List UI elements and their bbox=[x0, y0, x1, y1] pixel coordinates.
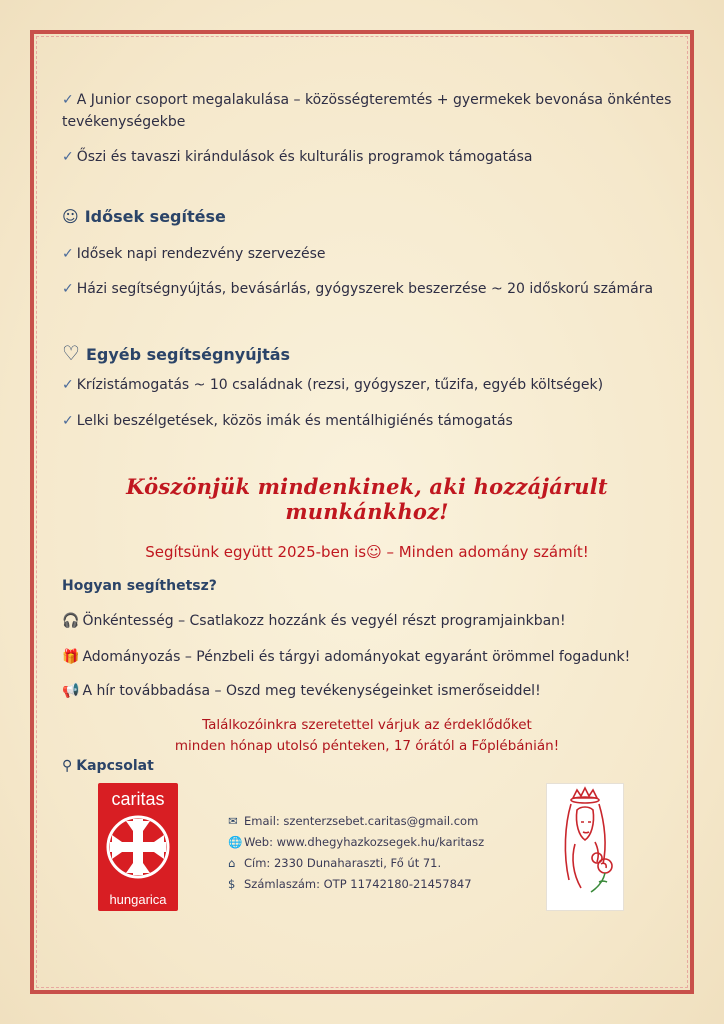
list-item: 📢 A hír továbbadása – Oszd meg tevékenységeinket ismerőseiddel! bbox=[62, 683, 541, 699]
megaphone-icon: 📢 bbox=[62, 683, 80, 699]
elderly-face-icon: ☺ bbox=[62, 207, 79, 226]
gift-icon: 🎁 bbox=[62, 649, 80, 665]
check-icon: ✓ bbox=[62, 377, 74, 393]
list-item: ✓ Őszi és tavaszi kirándulások és kulturális programok támogatása bbox=[62, 149, 533, 165]
home-icon: ⌂ bbox=[228, 856, 236, 870]
call-to-action: Segítsünk együtt 2025-ben is☺ – Minden adomány számít! bbox=[145, 543, 589, 561]
list-item: ✓ Lelki beszélgetések, közös imák és mentálhigiénés támogatás bbox=[62, 413, 513, 429]
heart-icon: ♡ bbox=[62, 341, 80, 365]
contact-account: $ Számlaszám: OTP 11742180-21457847 bbox=[228, 877, 472, 891]
check-icon: ✓ bbox=[62, 149, 74, 165]
headset-icon: 🎧 bbox=[62, 613, 80, 629]
caritas-cross-icon bbox=[106, 815, 170, 879]
check-icon: ✓ bbox=[62, 246, 74, 262]
list-item-continuation: tevékenységekbe bbox=[62, 114, 186, 130]
envelope-icon: ✉ bbox=[228, 814, 238, 828]
list-item: ✓ Házi segítségnyújtás, bevásárlás, gyógyszerek beszerzése ~ 20 időskorú számára bbox=[62, 281, 654, 297]
caritas-logo-word: caritas bbox=[111, 789, 165, 809]
check-icon: ✓ bbox=[62, 413, 74, 429]
list-item: ✓ Krízistámogatás ~ 10 családnak (rezsi, gyógyszer, tűzifa, egyéb költségek) bbox=[62, 377, 604, 393]
saint-rose-logo bbox=[546, 783, 624, 911]
meeting-line-1: Találkozóinkra szeretettel várjuk az érdeklődőket bbox=[202, 717, 532, 733]
check-icon: ✓ bbox=[62, 281, 74, 297]
list-item: 🎁 Adományozás – Pénzbeli és tárgyi adományokat egyaránt örömmel fogadunk! bbox=[62, 649, 631, 665]
list-item: 🎧 Önkéntesség – Csatlakozz hozzánk és vegyél részt programjainkban! bbox=[62, 613, 566, 629]
section-heading-elderly: ☺ Idősek segítése bbox=[62, 207, 226, 226]
how-heading: Hogyan segíthetsz? bbox=[62, 578, 217, 594]
globe-icon: 🌐 bbox=[228, 835, 243, 849]
pin-icon: ⚲ bbox=[62, 758, 73, 774]
contact-web: 🌐 Web: www.dhegyhazkozsegek.hu/karitasz bbox=[228, 835, 485, 849]
caritas-logo bbox=[98, 783, 178, 911]
saint-with-rose-icon bbox=[547, 784, 623, 910]
contact-email: ✉ Email: szenterzsebet.caritas@gmail.com bbox=[228, 814, 479, 828]
contact-heading: ⚲ Kapcsolat bbox=[62, 758, 154, 774]
meeting-line-2: minden hónap utolsó pénteken, 17 órától a Főplébánián! bbox=[174, 738, 560, 754]
list-item: ✓ A Junior csoport megalakulása – közösségteremtés + gyermekek bevonása önkéntes bbox=[62, 92, 672, 108]
caritas-logo-sub: hungarica bbox=[109, 892, 167, 907]
dollar-icon: $ bbox=[228, 877, 236, 891]
contact-address: ⌂ Cím: 2330 Dunaharaszti, Fő út 71. bbox=[228, 856, 442, 870]
section-heading-other: ♡ Egyéb segítségnyújtás bbox=[62, 341, 291, 365]
check-icon: ✓ bbox=[62, 92, 74, 108]
thanks-banner: Köszönjük mindenkinek, aki hozzájárult munkánkhoz! bbox=[126, 474, 608, 524]
list-item: ✓ Idősek napi rendezvény szervezése bbox=[62, 246, 326, 262]
